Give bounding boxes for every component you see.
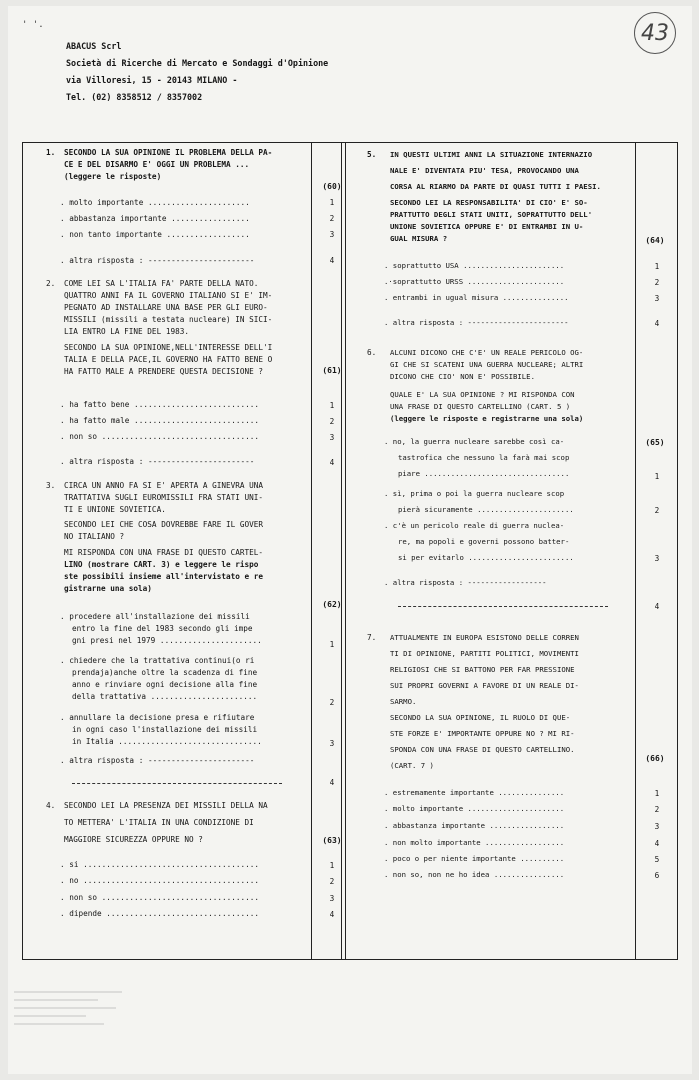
q3-option-cont: entro la fine del 1983 secondo gli impe: [72, 624, 253, 633]
q7-option[interactable]: . non molto importante ..................: [384, 838, 565, 847]
q4-text-line: SECONDO LEI LA PRESENZA DEI MISSILI DELLA NA: [64, 801, 268, 810]
q6-option-cont: si per evitarlo ........................: [398, 553, 574, 562]
q6-option-cont: re, ma popoli e governi possono batter-: [398, 537, 570, 546]
q4-code-num: 1: [329, 861, 335, 870]
q1-code-num: 2: [329, 214, 335, 223]
q5-number: 5.: [367, 150, 377, 159]
q7-number: 7.: [367, 633, 377, 642]
q6-option-cont: pierà sicuramente ......................: [398, 505, 574, 514]
q7-code-num: 3: [654, 822, 660, 831]
q3-code-num: 3: [329, 739, 335, 748]
q2-text-line: MISSILI (missili a testata nucleare) IN SICI-: [64, 315, 273, 324]
q5-text-line: PRATTUTTO DEGLI STATI UNITI, SOPRATTUTTO DELL': [390, 210, 593, 219]
q1-number: 1.: [46, 148, 56, 157]
q1-other[interactable]: . altra risposta : -----------------------: [60, 256, 255, 265]
q3-option-cont: gni presi nel 1979 ......................: [72, 636, 262, 645]
q2-option[interactable]: . non so ..................................: [60, 432, 260, 441]
q7-option[interactable]: . molto importante ......................: [384, 804, 565, 813]
q1-text-line: CE E DEL DISARMO E' OGGI UN PROBLEMA ...: [64, 160, 250, 169]
q4-text-line: MAGGIORE SICUREZZA OPPURE NO ?: [64, 835, 203, 844]
q4-option[interactable]: . non so ..................................: [60, 893, 260, 902]
q7-text-line: TI DI OPINIONE, PARTITI POLITICI, MOVIMENTI: [390, 649, 579, 658]
q6-number: 6.: [367, 348, 377, 357]
q2-code-num: 2: [329, 417, 335, 426]
q5-option[interactable]: . entrambi in ugual misura ...............: [384, 293, 569, 302]
q7-code-num: 6: [654, 871, 660, 880]
q5-text-line: CORSA AL RIARMO DA PARTE DI QUASI TUTTI I PAESI.: [390, 182, 601, 191]
q2-option[interactable]: . ha fatto bene ...........................: [60, 400, 260, 409]
q6-code-num: 4: [654, 602, 660, 611]
q2-text-line: PEGNATO AD INSTALLARE UNA BASE PER GLI EURO-: [64, 303, 268, 312]
q3-option[interactable]: . procedere all'installazione dei missili: [60, 612, 250, 621]
q6-text-line: DICONO CHE CIO' NON E' POSSIBILE.: [390, 372, 535, 381]
q7-option[interactable]: . poco o per niente importante ..........: [384, 854, 565, 863]
q5-option[interactable]: . soprattutto USA .......................: [384, 261, 565, 270]
q3-option[interactable]: . chiedere che la trattativa continui(o ri: [60, 656, 255, 665]
q4-option[interactable]: . si ......................................: [60, 860, 260, 869]
q7-text-line: SUI PROPRI GOVERNI A FAVORE DI UN REALE DI-: [390, 681, 579, 690]
company-phone: Tel. (02) 8358512 / 8357002: [66, 92, 203, 102]
faded-bleed-through-marks: [14, 985, 134, 1065]
q5-code-num: 1: [654, 262, 660, 271]
q1-text-line: (leggere le risposte): [64, 172, 162, 181]
q6-code-num: 1: [654, 472, 660, 481]
q5-text-line: NALE E' DIVENTATA PIU' TESA, PROVOCANDO UNA: [390, 166, 579, 175]
q7-text-line: SPONDA CON UNA FRASE DI QUESTO CARTELLINO.: [390, 745, 575, 754]
q2-code-num: 4: [329, 458, 335, 467]
q1-option[interactable]: . abbastanza importante .................: [60, 214, 250, 223]
q6-code: (65): [645, 438, 665, 447]
q6-option[interactable]: . c'è un pericolo reale di guerra nuclea-: [384, 521, 565, 530]
q3-code-num: 1: [329, 640, 335, 649]
q2-text-line: LIA ENTRO LA FINE DEL 1983.: [64, 327, 189, 336]
q2-text-line: SECONDO LA SUA OPINIONE,NELL'INTERESSE DELL'I: [64, 343, 273, 352]
q3-text-line: gistrarne una sola): [64, 584, 152, 593]
q4-text-line: TO METTERA' L'ITALIA IN UNA CONDIZIONE DI: [64, 818, 254, 827]
q1-code-num: 4: [329, 256, 335, 265]
q6-option[interactable]: . sì, prima o poi la guerra nucleare scop: [384, 489, 565, 498]
q6-text-line: (leggere le risposte e registrarne una sola): [390, 414, 584, 423]
q2-text-line: COME LEI SA L'ITALIA FA' PARTE DELLA NATO.: [64, 279, 259, 288]
q4-code-num: 4: [329, 910, 335, 919]
q1-option[interactable]: . molto importante ......................: [60, 198, 250, 207]
q5-option[interactable]: .·soprattutto URSS ......................: [384, 277, 565, 286]
q5-code: (64): [645, 236, 665, 245]
q3-option-cont: prendaja)anche oltre la scadenza di fine: [72, 668, 258, 677]
company-subtitle: Società di Ricerche di Mercato e Sondaggi d'Opinione: [66, 58, 329, 68]
q3-number: 3.: [46, 481, 56, 490]
q1-option[interactable]: . non tanto importante ..................: [60, 230, 250, 239]
q5-other[interactable]: . altra risposta : -----------------------: [384, 318, 569, 327]
q7-option[interactable]: . estremamente importante ...............: [384, 788, 565, 797]
q7-text-line: STE FORZE E' IMPORTANTE OPPURE NO ? MI RI-: [390, 729, 575, 738]
q7-text-line: RELIGIOSI CHE SI BATTONO PER FAR PRESSIONE: [390, 665, 575, 674]
q5-code-num: 2: [654, 278, 660, 287]
q6-text-line: GI CHE SI SCATENI UNA GUERRA NUCLEARE; ALTRI: [390, 360, 584, 369]
q6-code-num: 2: [654, 506, 660, 515]
q2-text-line: TALIA E DELLA PACE,IL GOVERNO HA FATTO BENE O: [64, 355, 273, 364]
q2-option[interactable]: . ha fatto male ...........................: [60, 416, 260, 425]
q7-code-num: 4: [654, 839, 660, 848]
q7-option[interactable]: . non so, non ne ho idea ................: [384, 870, 565, 879]
q5-text-line: SECONDO LEI LA RESPONSABILITA' DI CIO' E' SO-: [390, 198, 588, 207]
q3-text-line: MI RISPONDA CON UNA FRASE DI QUESTO CARTEL-: [64, 548, 264, 557]
q3-text-line: NO ITALIANO ?: [64, 532, 125, 541]
q4-number: 4.: [46, 801, 56, 810]
q6-code-num: 3: [654, 554, 660, 563]
q6-text-line: QUALE E' LA SUA OPINIONE ? MI RISPONDA CON: [390, 390, 575, 399]
q2-number: 2.: [46, 279, 56, 288]
q6-option-cont: tastrofica che nessuno la farà mai scop: [398, 453, 570, 462]
q3-text-line: TRATTATIVA SUGLI EUROMISSILI FRA STATI UNI-: [64, 493, 264, 502]
q3-option-cont: anno e rinviare ogni decisione alla fine: [72, 680, 258, 689]
q5-text-line: UNIONE SOVIETICA OPPURE E' DI ENTRAMBI IN U-: [390, 222, 584, 231]
q3-text-line: LINO (mostrare CART. 3) e leggere le rispo: [64, 560, 259, 569]
q2-other[interactable]: . altra risposta : -----------------------: [60, 457, 255, 466]
q3-option-cont: in ogni caso l'installazione dei missili: [72, 725, 258, 734]
q2-text-line: HA FATTO MALE A PRENDERE QUESTA DECISIONE ?: [64, 367, 264, 376]
q3-other[interactable]: . altra risposta : -----------------------: [60, 756, 255, 765]
q7-code-num: 1: [654, 789, 660, 798]
q3-code-num: 4: [329, 778, 335, 787]
q3-option[interactable]: . annullare la decisione presa e rifiutare: [60, 713, 255, 722]
q3-text-line: ste possibili insieme all'intervistato e re: [64, 572, 264, 581]
q5-text-line: GUAL MISURA ?: [390, 234, 448, 243]
margin-marks: ' '.: [22, 20, 44, 30]
q6-text-line: UNA FRASE DI QUESTO CARTELLINO (CART. 5 ): [390, 402, 571, 411]
q7-text-line: (CART. 7 ): [390, 761, 434, 770]
q3-option-cont: della trattativa .......................: [72, 692, 258, 701]
q3-text-line: TI E UNIONE SOVIETICA.: [64, 505, 166, 514]
q2-code-num: 1: [329, 401, 335, 410]
q7-text-line: ATTUALMENTE IN EUROPA ESISTONO DELLE CORREN: [390, 633, 579, 642]
q1-text-line: SECONDO LA SUA OPINIONE IL PROBLEMA DELLA PA-: [64, 148, 273, 157]
q4-code-num: 3: [329, 894, 335, 903]
q5-code-num: 4: [654, 319, 660, 328]
q2-code-num: 3: [329, 433, 335, 442]
q7-code-num: 5: [654, 855, 660, 864]
q2-text-line: QUATTRO ANNI FA IL GOVERNO ITALIANO SI E' IM-: [64, 291, 273, 300]
q7-code: (66): [645, 754, 665, 763]
q6-blank-line[interactable]: [398, 606, 608, 607]
q3-option-cont: in Italia ...............................: [72, 737, 262, 746]
q5-text-line: IN QUESTI ULTIMI ANNI LA SITUAZIONE INTERNAZIO: [390, 150, 593, 159]
q4-code: (63): [322, 836, 342, 845]
q1-code-num: 1: [329, 198, 335, 207]
q3-text-line: SECONDO LEI CHE COSA DOVREBBE FARE IL GOVER: [64, 520, 264, 529]
q6-option[interactable]: . no, la guerra nucleare sarebbe così ca-: [384, 437, 565, 446]
q6-other[interactable]: . altra risposta : ------------------: [384, 578, 547, 587]
q7-code-num: 2: [654, 805, 660, 814]
q4-option[interactable]: . no ......................................: [60, 876, 260, 885]
q3-code: (62): [322, 600, 342, 609]
q7-text-line: SECONDO LA SUA OPINIONE, IL RUOLO DI QUE-: [390, 713, 571, 722]
q7-text-line: SARMO.: [390, 697, 417, 706]
q4-code-num: 2: [329, 877, 335, 886]
q7-option[interactable]: . abbastanza importante .................: [384, 821, 565, 830]
q6-option-cont: piare .................................: [398, 469, 570, 478]
q5-code-num: 3: [654, 294, 660, 303]
q3-text-line: CIRCA UN ANNO FA SI E' APERTA A GINEVRA UNA: [64, 481, 264, 490]
q1-code-num: 3: [329, 230, 335, 239]
q4-option[interactable]: . dipende .................................: [60, 909, 260, 918]
page-number-stamp: 43: [634, 12, 676, 54]
q2-code: (61): [322, 366, 342, 375]
q3-code-num: 2: [329, 698, 335, 707]
q1-code: (60): [322, 182, 342, 191]
company-address: via Villoresi, 15 - 20143 MILANO -: [66, 75, 238, 85]
company-name: ABACUS Scrl: [66, 41, 122, 51]
q6-text-line: ALCUNI DICONO CHE C'E' UN REALE PERICOLO OG-: [390, 348, 584, 357]
